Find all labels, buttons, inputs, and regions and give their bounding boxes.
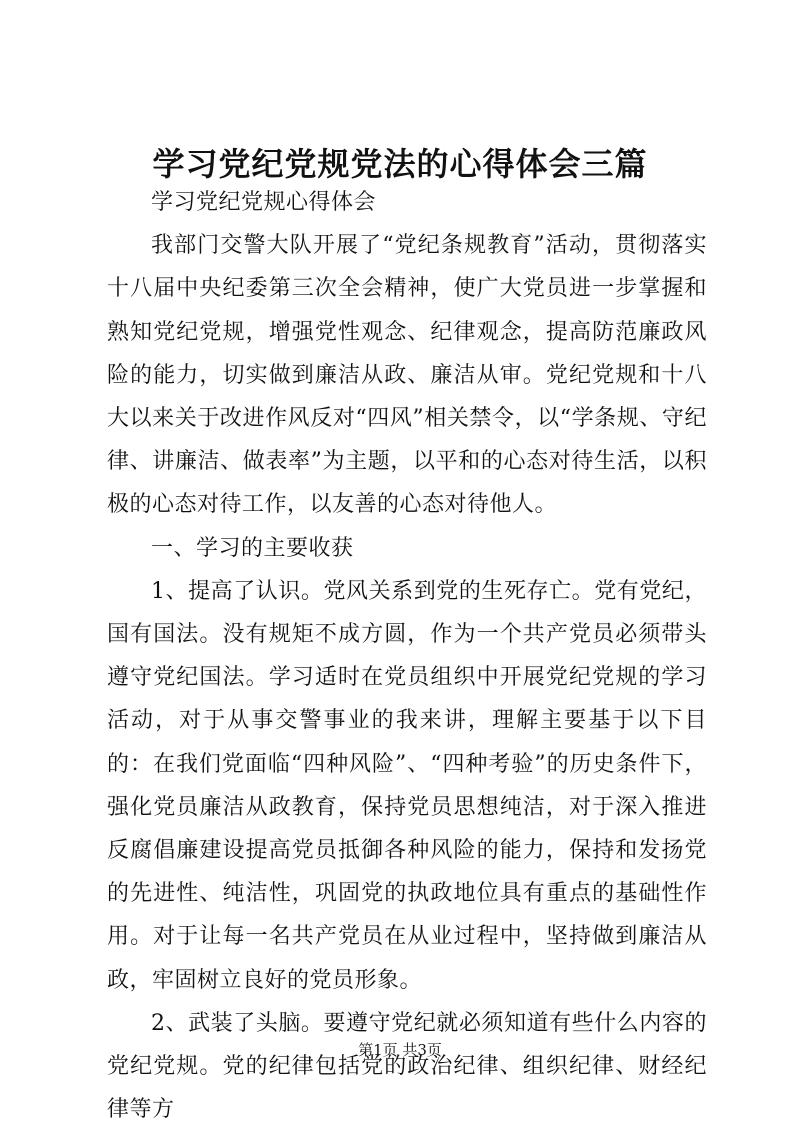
paragraph-intro: 我部门交警大队开展了“党纪条规教育”活动，贯彻落实十八届中央纪委第三次全会精神，使广大党员进一步掌握和熟知党纪党规，增强党性观念、纪律观念，提高防范廉政风险的能力，切实做到廉洁从政、廉洁从审。党纪党规和十八大以来关于改进作风反对“四风”相关禁令，以“学条规、守纪律、讲廉洁、做表率”为主题，以平和的心态对待生活，以积极的心态对待工作，以友善的心态对待他人。 xyxy=(107,233,707,518)
section-heading: 一、学习的主要收获 xyxy=(151,535,354,561)
paragraph-point-1: 1、提高了认识。党风关系到党的生死存亡。党有党纪，国有国法。没有规矩不成方圆，作为一个共产党员必须带头遵守党纪国法。学习适时在党员组织中开展党纪党规的学习活动，对于从事交警事业的我来讲，理解主要基于以下目的：在我们党面临“四种风险”、“四种考验”的历史条件下，强化党员廉洁从政教育，保持党员思想纯洁，对于深入推进反腐倡廉建设提高党员抵御各种风险的能力，保持和发扬党的先进性、纯洁性，巩固党的执政地位具有重点的基础性作用。对于让每一名共产党员在从业过程中，坚持做到廉洁从政，牢固树立良好的党员形象。 xyxy=(107,578,707,993)
document-body xyxy=(107,181,707,1131)
document-title: 学习党纪党规党法的心得体会三篇 xyxy=(152,145,648,183)
paragraph-point-2: 2、武装了头脑。要遵守党纪就必须知道有些什么内容的党纪党规。党的纪律包括党的政治纪律、组织纪律、财经纪律等方 xyxy=(107,1010,707,1123)
section-subtitle: 学习党纪党规心得体会 xyxy=(151,190,377,215)
page-footer: 第1页 共3页 xyxy=(358,1041,442,1059)
